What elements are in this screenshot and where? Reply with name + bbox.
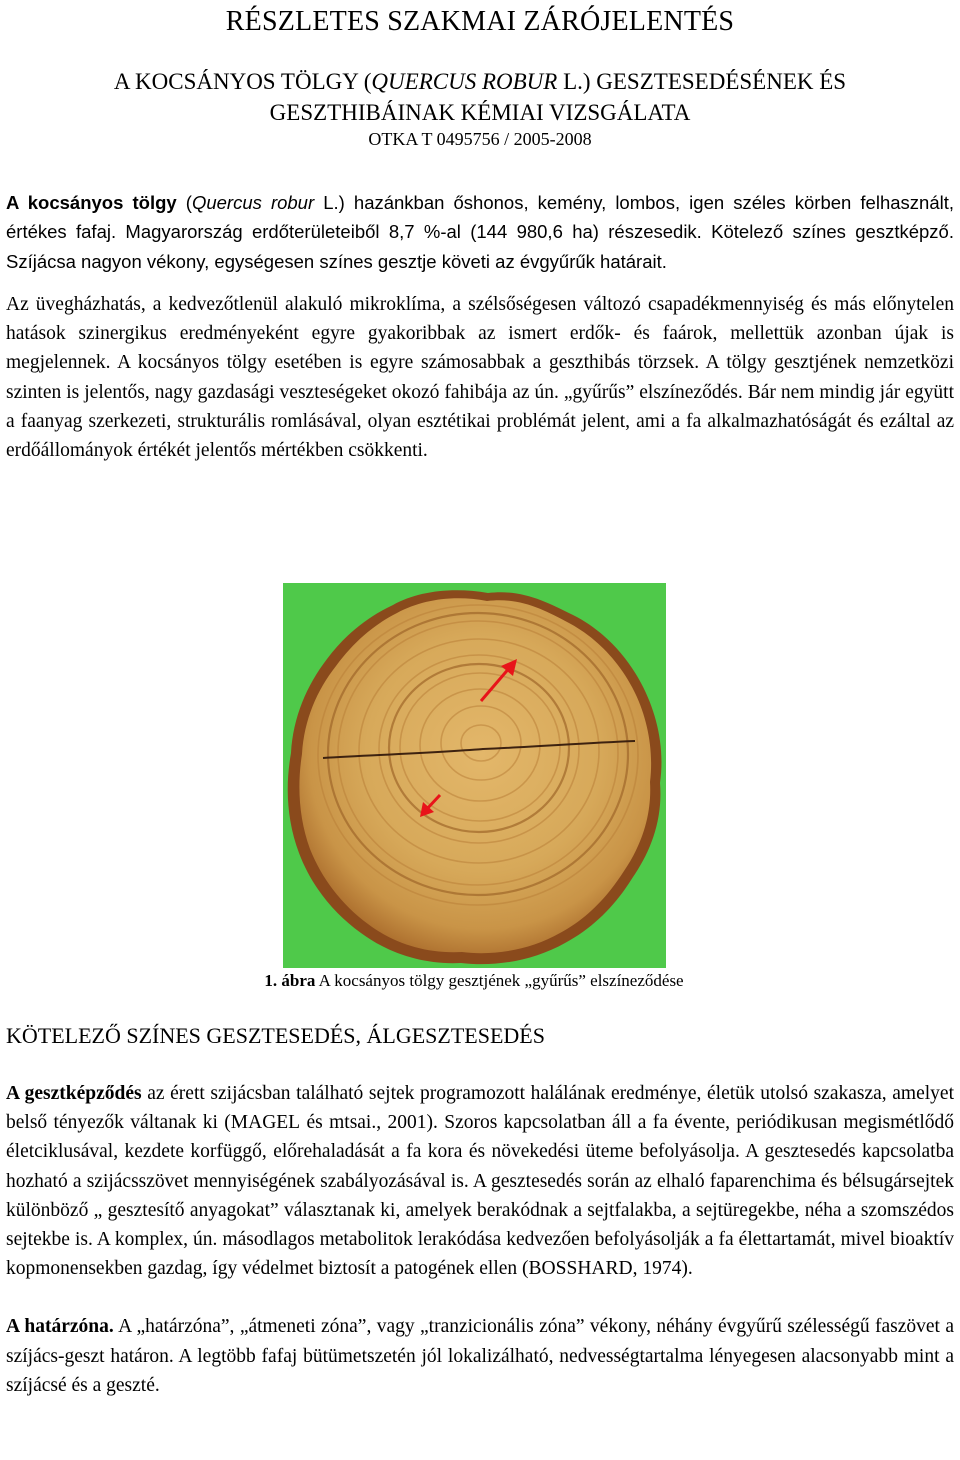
- body-paragraph-4: [6, 1312, 954, 1400]
- figure-oak-cross-section: [283, 583, 666, 968]
- subtitle-line-1-start: A KOCSÁNYOS TÖLGY (: [113, 69, 372, 94]
- paragraph-4-text: A „határzóna”, „átmeneti zóna”, vagy „tranzicionális zóna” vékony, néhány évgyűrű szélességű faszövet a szíjács-geszt határon. A legtöbb fafaj bütümetszetén jól lokalizálható, nedvességtartalma lényegesen alacsonyabb mint a szíjácsé és a geszté.: [6, 1316, 954, 1396]
- citation-author-bosshard: OSSHARD: [541, 1258, 633, 1280]
- lower-body: [6, 1079, 954, 1400]
- report-subtitle: [6, 66, 954, 128]
- subtitle-line-1: [6, 66, 954, 97]
- paragraph-4-bold-lead: A határzóna.: [6, 1316, 114, 1338]
- paragraph-3-text-c: , 1974).: [632, 1258, 693, 1280]
- intro-paren: (: [176, 192, 192, 213]
- paragraph-3-text-a: az érett szijácsban található sejtek programozott halálának eredménye, életük utolsó szakasza, amelyet belső tényezők váltanak ki (M: [6, 1083, 954, 1134]
- subtitle-line-1-end: L.) GESZTESEDÉSÉNEK ÉS: [557, 69, 847, 94]
- intro-species-name: Quercus robur: [191, 192, 315, 213]
- section-heading: KÖTELEZŐ SZÍNES GESZTESEDÉS, ÁLGESZTESEDÉS: [6, 1023, 545, 1048]
- grant-number: OTKA T 0495756 / 2005-2008: [368, 129, 592, 149]
- intro-paragraph: [6, 188, 954, 276]
- subtitle-line-2: GESZTHIBÁINAK KÉMIAI VIZSGÁLATA: [269, 100, 691, 125]
- intro-text: L.) hazánkban őshonos, kemény, lombos, igen széles körben felhasznált, értékes fafaj. Magyarország erdőterületeiből 8,7 %-al (144 980,6 ha) részesedik. Kötelező színes gesztképző. Szíjácsa nagyon vékony, egységesen színes gesztje követi az évgyűrűk határait.: [6, 192, 955, 272]
- figure-caption-text: A kocsányos tölgy gesztjének „gyűrűs” elszíneződése: [315, 971, 684, 990]
- figure-caption-label: 1. ábra: [264, 971, 316, 990]
- paragraph-3-text-b: és mtsai., 2001). Szoros kapcsolatban áll a fa évente, periódikusan megismétlődő életciklusával, kezdete korfüggő, előrehaladását a fa kora és növekedési üteme befolyásolja. A gesztesedés kapcsolatba hozható a szijácsszövet mennyiségének szabályozásával is. A gesztesedés során az elhaló faparenchima és bélsugársejtek különböző „ gesztesítő anyagokat” választanak ki, amelyek berakódnak a sejtfalakba, a sejtüregekbe, néha a szomszédos sejtekbe is. A komplex, ún. másodlagos metabolitok lerakódása kedvezően befolyásolják a fa élettartamát, mivel bioaktív kopmonensekben gazdag, így védelmet biztosít a patogének ellen (B: [6, 1112, 954, 1280]
- paragraph-3-bold-lead: A gesztképződés: [6, 1083, 142, 1104]
- subtitle-species-name: QUERCUS ROBUR: [371, 69, 558, 94]
- wood-disc: [299, 598, 651, 953]
- page-title: RÉSZLETES SZAKMAI ZÁRÓJELENTÉS: [225, 6, 735, 37]
- oak-cross-section-image: [283, 583, 666, 968]
- body-paragraph-2: Az üvegházhatás, a kedvezőtlenül alakuló mikroklíma, a szélsőségesen változó csapadékmennyiség és más előnytelen hatások szinergikus eredményeként egyre gyakoribbak az ismert erdők- és faárok, mellettük azonban újak is megjelennek. A kocsányos tölgy esetében is egyre számosabbak a geszthibás törzsek. A tölgy gesztjének nemzetközi szinten is jelentős, nagy gazdasági veszteségeket okozó fahibája az ún. „gyűrűs” elszíneződés. Bár nem mindig jár együtt a faanyag szerkezeti, strukturális romlásával, olyan esztétikai problémát jelent, ami a fa alkalmazhatóságát és ezáltal az erdőállományok értékét jelentős mértékben csökkenti.: [6, 293, 954, 462]
- citation-author-magel: AGEL: [248, 1112, 301, 1134]
- body-paragraph-3: [6, 1079, 954, 1283]
- intro-bold-lead: A kocsányos tölgy: [6, 192, 177, 213]
- figure-caption: [0, 970, 948, 992]
